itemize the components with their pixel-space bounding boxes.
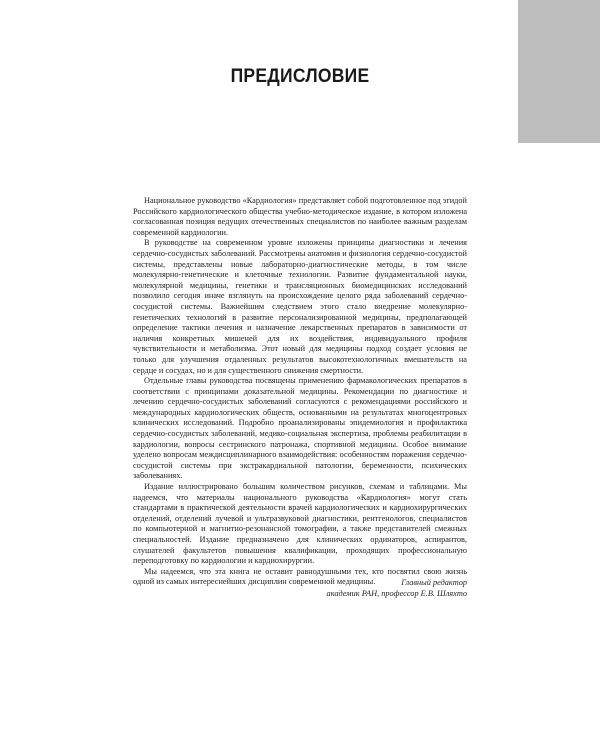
paragraph-1: Национальное руководство «Кардиология» представляет собой подготовленное под эгидой Российского кардиологического общества учебно-методическое издание, в котором изложена согласованная позиция ведущих отечественных специалистов по наиболее важным разделам современной кардиологии.: [133, 196, 467, 237]
signature-name: академик РАН, профессор Е.В. Шляхто: [326, 589, 467, 598]
paragraph-2: В руководстве на современном уровне изложены принципы диагностики и лечения сердечно-сосудистых заболеваний. Рассмотрены анатомия и физиология сердечно-сосудистой системы, представлены новые лабораторно-диагностические методы, в том числе молекулярно-генетические и клеточные технологии. Развитие фундаментальной науки, молекулярной медицины, генетики и трансляционных биомедицинских исследований позволило сегодня иначе взглянуть на происхождение целого ряда заболеваний сердечно-сосудистой системы. Важнейшим следствием этого стало внедрение молекулярно-генетических технологий в развитие персонализированной медицины, предполагающей определение тактики лечения и назначение лекарственных препаратов в зависимости от наличия конкретных мишеней для их воздействия, индивидуального профиля чувствительности и метаболизма. Этот новый для медицины подход создает условия не только для улучшения отдаленных результатов высокотехнологичных вмешательств на сердце и сосудах, но и для существенного снижения смертности.: [133, 238, 467, 375]
paragraph-4: Издание иллюстрировано большим количеством рисунков, схемам и таблицами. Мы надеемся, что материалы национального руководства «Кардиология» могут стать стандартами в практической деятельности врачей кардиологических и кардиохирургических отделений, отделений лучевой и ультразвуковой диагностики, рентгенологов, специалистов по компьютерной и магнитно-резонансной томографии, а также представителей смежных специальностей. Издание предназначено для клинических ординаторов, аспирантов, слушателей факультетов повышения квалификации, проходящих профессиональную переподготовку по кардиологии и кардиохирургии.: [133, 482, 467, 566]
paragraph-5: Мы надеемся, что эта книга не оставит равнодушными тех, кто посвятил свою жизнь одной из самых интереснейших дисциплин современной медицины.: [133, 566, 467, 587]
signature-role: Главный редактор: [401, 578, 467, 587]
preface-body: [133, 196, 467, 588]
page-title: ПРЕДИСЛОВИЕ: [230, 66, 370, 87]
paragraph-3: Отдельные главы руководства посвящены применению фармакологических препаратов в соответствии с принципами доказательной медицины. Рекомендации по диагностике и лечению сердечно-сосудистых заболеваний согласуются с рекомендациями российского и международных кардиологических обществ, основанными на результатах многоцентровых клинических исследований. Подробно проанализированы эпидемиология и профилактика сердечно-сосудистых заболеваний, медико-социальная экспертиза, проблемы реабилитации в кардиологии, вопросы сестринского патронажа, спортивной медицины. Особое внимание уделено вопросам междисциплинарного взаимодействия: особенностям поражения сердечно-сосудистой системы при экстракардиальной патологии, беременности, психических заболеваниях.: [133, 376, 467, 481]
signature-block: [133, 577, 467, 599]
